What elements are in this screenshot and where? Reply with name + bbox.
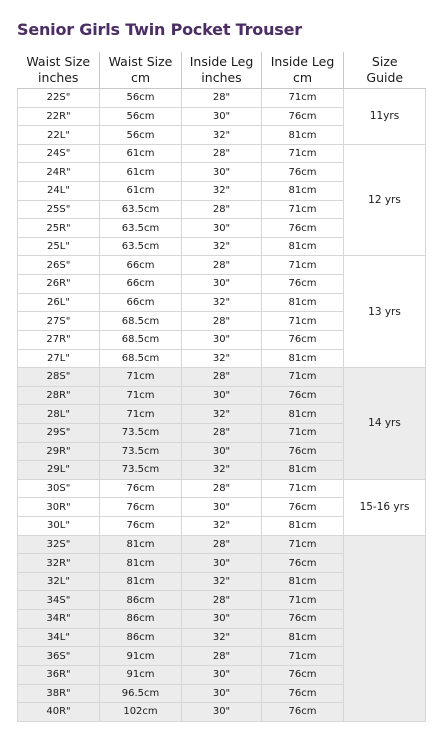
leg-inches-cell: 30" — [182, 703, 262, 722]
leg-cm-cell: 76cm — [262, 610, 344, 629]
leg-inches-cell: 28" — [182, 368, 262, 387]
waist-cm-cell: 71cm — [100, 405, 182, 424]
header-waist-inches — [18, 52, 100, 89]
size-guide-cell: 13 yrs — [344, 256, 426, 368]
leg-inches-cell: 32" — [182, 349, 262, 368]
waist-inches-cell: 24L" — [18, 182, 100, 201]
leg-cm-cell: 71cm — [262, 312, 344, 331]
waist-cm-cell: 86cm — [100, 591, 182, 610]
leg-cm-cell: 76cm — [262, 386, 344, 405]
waist-inches-cell: 28S" — [18, 368, 100, 387]
size-table-body — [18, 89, 426, 722]
leg-inches-cell: 28" — [182, 256, 262, 275]
leg-inches-cell: 30" — [182, 219, 262, 238]
header-line: Guide — [366, 70, 404, 85]
header-row — [18, 52, 426, 89]
waist-inches-cell: 38R" — [18, 684, 100, 703]
leg-cm-cell: 71cm — [262, 423, 344, 442]
waist-inches-cell: 34S" — [18, 591, 100, 610]
waist-inches-cell: 29S" — [18, 423, 100, 442]
waist-cm-cell: 73.5cm — [100, 461, 182, 480]
leg-cm-cell: 76cm — [262, 330, 344, 349]
leg-cm-cell: 81cm — [262, 517, 344, 536]
leg-cm-cell: 81cm — [262, 237, 344, 256]
waist-cm-cell: 96.5cm — [100, 684, 182, 703]
waist-cm-cell: 86cm — [100, 610, 182, 629]
header-line: Inside Leg — [189, 54, 254, 69]
header-line: Inside Leg — [270, 54, 335, 69]
waist-cm-cell: 56cm — [100, 89, 182, 108]
leg-inches-cell: 32" — [182, 126, 262, 145]
leg-inches-cell: 30" — [182, 107, 262, 126]
waist-cm-cell: 63.5cm — [100, 237, 182, 256]
leg-inches-cell: 32" — [182, 405, 262, 424]
waist-cm-cell: 81cm — [100, 572, 182, 591]
waist-cm-cell: 68.5cm — [100, 349, 182, 368]
waist-cm-cell: 73.5cm — [100, 423, 182, 442]
waist-inches-cell: 24R" — [18, 163, 100, 182]
leg-cm-cell: 71cm — [262, 535, 344, 554]
waist-cm-cell: 71cm — [100, 368, 182, 387]
leg-inches-cell: 32" — [182, 517, 262, 536]
leg-inches-cell: 28" — [182, 479, 262, 498]
waist-inches-cell: 30L" — [18, 517, 100, 536]
header-line: cm — [292, 70, 313, 85]
leg-cm-cell: 76cm — [262, 163, 344, 182]
leg-cm-cell: 76cm — [262, 665, 344, 684]
waist-inches-cell: 27S" — [18, 312, 100, 331]
waist-cm-cell: 66cm — [100, 275, 182, 294]
leg-inches-cell: 30" — [182, 163, 262, 182]
waist-inches-cell: 25L" — [18, 237, 100, 256]
leg-inches-cell: 30" — [182, 386, 262, 405]
leg-cm-cell: 81cm — [262, 293, 344, 312]
waist-cm-cell: 76cm — [100, 498, 182, 517]
table-row — [18, 535, 426, 554]
leg-inches-cell: 28" — [182, 89, 262, 108]
header-leg-inches — [182, 52, 262, 89]
leg-inches-cell: 32" — [182, 461, 262, 480]
waist-inches-cell: 24S" — [18, 144, 100, 163]
waist-inches-cell: 29R" — [18, 442, 100, 461]
size-guide-cell: 14 yrs — [344, 368, 426, 480]
waist-cm-cell: 76cm — [100, 517, 182, 536]
waist-cm-cell: 68.5cm — [100, 312, 182, 331]
waist-inches-cell: 30S" — [18, 479, 100, 498]
waist-inches-cell: 25R" — [18, 219, 100, 238]
waist-cm-cell: 68.5cm — [100, 330, 182, 349]
waist-inches-cell: 26S" — [18, 256, 100, 275]
leg-inches-cell: 28" — [182, 312, 262, 331]
leg-inches-cell: 30" — [182, 275, 262, 294]
waist-cm-cell: 81cm — [100, 554, 182, 573]
waist-inches-cell: 36R" — [18, 665, 100, 684]
waist-inches-cell: 32S" — [18, 535, 100, 554]
leg-inches-cell: 30" — [182, 498, 262, 517]
leg-inches-cell: 30" — [182, 684, 262, 703]
leg-cm-cell: 71cm — [262, 647, 344, 666]
waist-cm-cell: 66cm — [100, 293, 182, 312]
leg-inches-cell: 28" — [182, 647, 262, 666]
leg-cm-cell: 71cm — [262, 144, 344, 163]
waist-inches-cell: 25S" — [18, 200, 100, 219]
leg-inches-cell: 28" — [182, 144, 262, 163]
header-line: inches — [201, 70, 242, 85]
waist-cm-cell: 63.5cm — [100, 200, 182, 219]
waist-inches-cell: 26R" — [18, 275, 100, 294]
leg-inches-cell: 30" — [182, 442, 262, 461]
leg-cm-cell: 71cm — [262, 256, 344, 275]
leg-inches-cell: 30" — [182, 330, 262, 349]
size-chart-table — [17, 52, 426, 722]
waist-inches-cell: 30R" — [18, 498, 100, 517]
leg-inches-cell: 32" — [182, 237, 262, 256]
leg-inches-cell: 28" — [182, 423, 262, 442]
leg-cm-cell: 76cm — [262, 275, 344, 294]
waist-inches-cell: 36S" — [18, 647, 100, 666]
waist-cm-cell: 61cm — [100, 163, 182, 182]
leg-inches-cell: 32" — [182, 293, 262, 312]
size-guide-cell: 15-16 yrs — [344, 479, 426, 535]
leg-cm-cell: 71cm — [262, 200, 344, 219]
leg-cm-cell: 81cm — [262, 405, 344, 424]
leg-inches-cell: 28" — [182, 591, 262, 610]
size-guide-cell: 12 yrs — [344, 144, 426, 256]
leg-inches-cell: 32" — [182, 572, 262, 591]
waist-cm-cell: 102cm — [100, 703, 182, 722]
leg-cm-cell: 76cm — [262, 498, 344, 517]
waist-cm-cell: 63.5cm — [100, 219, 182, 238]
waist-inches-cell: 27R" — [18, 330, 100, 349]
waist-cm-cell: 91cm — [100, 665, 182, 684]
size-guide-cell: 11yrs — [344, 89, 426, 145]
waist-cm-cell: 56cm — [100, 126, 182, 145]
waist-cm-cell: 56cm — [100, 107, 182, 126]
leg-cm-cell: 71cm — [262, 479, 344, 498]
leg-cm-cell: 81cm — [262, 628, 344, 647]
leg-cm-cell: 71cm — [262, 368, 344, 387]
leg-inches-cell: 30" — [182, 610, 262, 629]
leg-inches-cell: 28" — [182, 200, 262, 219]
waist-cm-cell: 86cm — [100, 628, 182, 647]
waist-inches-cell: 22L" — [18, 126, 100, 145]
leg-cm-cell: 81cm — [262, 461, 344, 480]
leg-cm-cell: 76cm — [262, 703, 344, 722]
header-line: cm — [130, 70, 151, 85]
waist-cm-cell: 91cm — [100, 647, 182, 666]
size-guide-cell — [344, 535, 426, 721]
waist-inches-cell: 40R" — [18, 703, 100, 722]
waist-cm-cell: 81cm — [100, 535, 182, 554]
waist-inches-cell: 22R" — [18, 107, 100, 126]
waist-inches-cell: 26L" — [18, 293, 100, 312]
header-line: Waist Size — [108, 54, 173, 69]
leg-cm-cell: 76cm — [262, 107, 344, 126]
waist-cm-cell: 66cm — [100, 256, 182, 275]
leg-inches-cell: 28" — [182, 535, 262, 554]
leg-cm-cell: 71cm — [262, 89, 344, 108]
leg-cm-cell: 76cm — [262, 684, 344, 703]
header-size-guide — [344, 52, 426, 89]
header-waist-cm — [100, 52, 182, 89]
table-row — [18, 89, 426, 108]
waist-cm-cell: 61cm — [100, 182, 182, 201]
table-row — [18, 479, 426, 498]
leg-cm-cell: 76cm — [262, 554, 344, 573]
leg-cm-cell: 76cm — [262, 219, 344, 238]
waist-inches-cell: 32L" — [18, 572, 100, 591]
header-line: inches — [38, 70, 79, 85]
waist-inches-cell: 27L" — [18, 349, 100, 368]
page-title: Senior Girls Twin Pocket Trouser — [17, 20, 302, 39]
waist-cm-cell: 73.5cm — [100, 442, 182, 461]
header-line: Size — [371, 54, 398, 69]
table-row — [18, 256, 426, 275]
leg-cm-cell: 81cm — [262, 572, 344, 591]
waist-inches-cell: 32R" — [18, 554, 100, 573]
table-row — [18, 144, 426, 163]
leg-cm-cell: 76cm — [262, 442, 344, 461]
table-row — [18, 368, 426, 387]
waist-inches-cell: 29L" — [18, 461, 100, 480]
waist-inches-cell: 22S" — [18, 89, 100, 108]
header-leg-cm — [262, 52, 344, 89]
waist-inches-cell: 34L" — [18, 628, 100, 647]
leg-cm-cell: 81cm — [262, 126, 344, 145]
leg-cm-cell: 71cm — [262, 591, 344, 610]
header-line: Waist Size — [26, 54, 91, 69]
leg-inches-cell: 32" — [182, 182, 262, 201]
waist-inches-cell: 28L" — [18, 405, 100, 424]
leg-cm-cell: 81cm — [262, 182, 344, 201]
leg-inches-cell: 32" — [182, 628, 262, 647]
leg-inches-cell: 30" — [182, 554, 262, 573]
waist-inches-cell: 28R" — [18, 386, 100, 405]
leg-inches-cell: 30" — [182, 665, 262, 684]
waist-inches-cell: 34R" — [18, 610, 100, 629]
waist-cm-cell: 61cm — [100, 144, 182, 163]
waist-cm-cell: 71cm — [100, 386, 182, 405]
waist-cm-cell: 76cm — [100, 479, 182, 498]
leg-cm-cell: 81cm — [262, 349, 344, 368]
